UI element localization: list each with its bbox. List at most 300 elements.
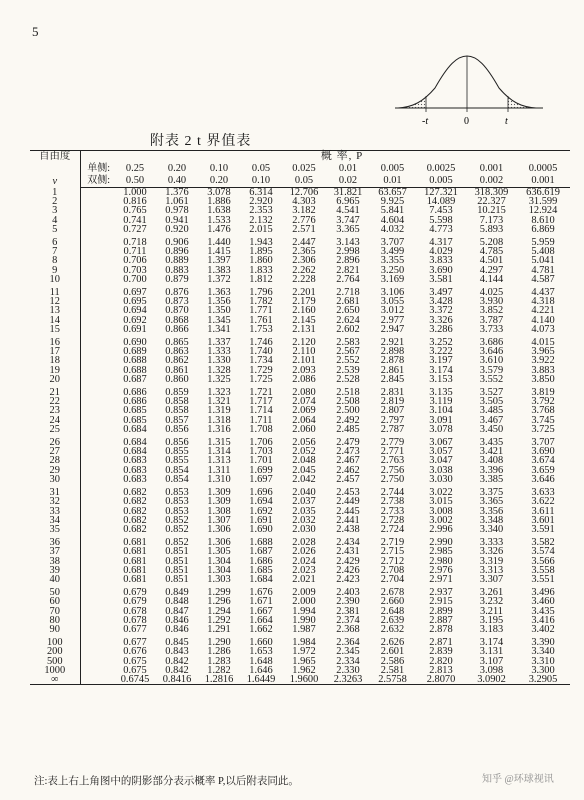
t-value-cell: 2.985 xyxy=(429,546,453,558)
t-value-cell: 2.771 xyxy=(380,446,405,458)
t-value-cell: 2.473 xyxy=(336,446,360,458)
t-value-cell: 0.849 xyxy=(165,587,189,599)
t-value-cell: 2.744 xyxy=(380,487,405,499)
t-value-cell: 3.499 xyxy=(380,246,405,258)
t-value-cell: 0.676 xyxy=(123,646,147,658)
t-value-cell: 2.056 xyxy=(292,437,316,449)
table-row xyxy=(30,525,570,534)
t-value-cell: 3.375 xyxy=(479,487,504,499)
table-row xyxy=(30,675,570,685)
t-value-cell: 2.120 xyxy=(292,337,316,349)
t-value-cell: 4.015 xyxy=(531,337,555,349)
t-value-cell: 0.856 xyxy=(165,423,189,435)
t-value-cell: 2.101 xyxy=(292,355,316,367)
t-value-cell: 1.415 xyxy=(207,246,231,258)
t-value-cell: 3.467 xyxy=(479,414,504,426)
t-value-cell: 1.667 xyxy=(249,605,273,617)
t-value-cell: 0.6745 xyxy=(114,675,156,685)
t-value-cell: 3.421 xyxy=(479,446,504,458)
t-value-cell: 0.700 xyxy=(123,273,147,285)
t-value-cell: 1.356 xyxy=(207,296,231,308)
t-value-cell: 0.889 xyxy=(165,255,189,267)
t-value-cell: 3.174 xyxy=(479,637,504,649)
t-value-cell: 2.334 xyxy=(336,655,360,667)
df-value: 40 xyxy=(30,575,80,584)
df-value: 17 xyxy=(30,347,80,356)
t-value-cell: 2.820 xyxy=(429,655,453,667)
t-value-cell: 2.441 xyxy=(336,514,360,526)
t-value-cell: 2.583 xyxy=(336,337,360,349)
t-value-cell: 2.807 xyxy=(380,405,405,417)
t-value-cell: 3.310 xyxy=(531,655,555,667)
df-value: 4 xyxy=(30,216,80,225)
t-value-cell: 3.527 xyxy=(479,387,504,399)
t-value-cell: 3.622 xyxy=(531,496,555,508)
t-value-cell: 1.746 xyxy=(249,337,273,349)
t-value-cell: 2.009 xyxy=(292,587,316,599)
t-value-cell: 2.500 xyxy=(336,405,360,417)
t-value-cell: 3.505 xyxy=(479,396,504,408)
df-value: 8 xyxy=(30,256,80,265)
t-value-cell: 2.368 xyxy=(336,623,360,635)
df-value: 21 xyxy=(30,384,80,397)
one-tail-p: 0.05 xyxy=(251,163,271,175)
t-value-cell: 0.883 xyxy=(165,264,189,276)
t-value-cell: 2.756 xyxy=(380,464,405,476)
t-value-cell: 2.035 xyxy=(292,505,316,517)
t-value-cell: 0.873 xyxy=(165,296,189,308)
t-value-cell: 636.619 xyxy=(526,187,560,198)
t-value-cell: 1.812 xyxy=(249,273,273,285)
t-value-cell: 0.855 xyxy=(165,455,189,467)
df-value: 18 xyxy=(30,356,80,365)
df-value: 1000 xyxy=(30,666,80,675)
t-value-cell: 2.438 xyxy=(336,523,360,535)
t-value-cell: 3.566 xyxy=(531,555,555,567)
t-value-cell: 3.038 xyxy=(429,464,453,476)
t-value-cell: 2.871 xyxy=(429,637,453,649)
t-value-cell: 3.195 xyxy=(479,614,504,626)
t-value-cell: 3.686 xyxy=(479,337,504,349)
t-value-cell: 0.679 xyxy=(123,596,147,608)
t-value-cell: 0.854 xyxy=(165,464,189,476)
t-value-cell: 1.685 xyxy=(249,564,273,576)
t-value-cell: 2.861 xyxy=(380,364,405,376)
t-value-cell: 4.029 xyxy=(429,246,453,258)
t-value-cell: 0.851 xyxy=(165,564,189,576)
t-value-cell: 1.753 xyxy=(249,323,273,335)
t-value-cell: 1.310 xyxy=(207,473,231,485)
t-value-cell: 3.015 xyxy=(429,496,453,508)
t-value-cell: 2.750 xyxy=(380,473,405,485)
df-value: 6 xyxy=(30,234,80,247)
t-value-cell: 4.781 xyxy=(531,264,555,276)
t-value-cell: 2.032 xyxy=(292,514,316,526)
t-value-cell: 0.848 xyxy=(165,596,189,608)
t-value-cell: 3.107 xyxy=(479,655,504,667)
t-value-cell: 3.385 xyxy=(479,473,504,485)
t-value-cell: 1.061 xyxy=(165,196,189,208)
t-value-cell: 1.319 xyxy=(207,405,231,417)
table-row xyxy=(30,275,570,284)
t-value-cell: 0.847 xyxy=(165,605,189,617)
t-value-cell: 2.508 xyxy=(336,396,360,408)
t-value-cell: 0.675 xyxy=(123,655,147,667)
t-value-cell: 2.990 xyxy=(429,537,453,549)
t-value-cell: 0.866 xyxy=(165,323,189,335)
t-value-cell: 2.024 xyxy=(292,555,316,567)
t-value-cell: 3.707 xyxy=(380,237,405,249)
t-value-cell: 3.250 xyxy=(380,264,405,276)
t-value-cell: 3.055 xyxy=(380,296,405,308)
table-row xyxy=(30,575,570,584)
t-critical-value-table xyxy=(30,150,570,685)
t-value-cell: 4.785 xyxy=(479,246,504,258)
df-value: 32 xyxy=(30,497,80,506)
t-value-cell: 2.021 xyxy=(292,573,316,585)
t-value-cell: 0.683 xyxy=(123,455,147,467)
df-value: 5 xyxy=(30,225,80,234)
t-value-cell: 0.682 xyxy=(123,514,147,526)
t-value-cell: 1.313 xyxy=(207,455,231,467)
t-value-cell: 1.706 xyxy=(249,437,273,449)
two-tail-p: 0.20 xyxy=(198,175,240,188)
df-value: 9 xyxy=(30,266,80,275)
t-value-cell: 0.682 xyxy=(123,523,147,535)
t-value-cell: 3.002 xyxy=(429,514,453,526)
t-value-cell: 1.717 xyxy=(249,396,273,408)
t-value-cell: 2.681 xyxy=(336,296,360,308)
t-value-cell: 0.681 xyxy=(123,573,147,585)
t-value-cell: 1.363 xyxy=(207,287,231,299)
t-value-cell: 3.008 xyxy=(429,505,453,517)
t-value-cell: 3.030 xyxy=(429,473,453,485)
t-value-cell: 2.976 xyxy=(429,564,453,576)
t-value-cell: 0.853 xyxy=(165,505,189,517)
t-value-cell: 0.690 xyxy=(123,337,147,349)
t-value-cell: 2.763 xyxy=(380,455,405,467)
t-value-cell: 2.228 xyxy=(292,273,316,285)
t-value-cell: 3.402 xyxy=(531,623,555,635)
t-value-cell: 1.740 xyxy=(249,346,273,358)
two-tail-label: 双侧: xyxy=(80,175,114,188)
df-value: 100 xyxy=(30,634,80,647)
t-value-cell: 318.309 xyxy=(474,187,509,198)
df-value: 500 xyxy=(30,657,80,666)
t-value-cell: 0.678 xyxy=(123,614,147,626)
t-value-cell: 1.309 xyxy=(207,487,231,499)
t-value-cell: 3.091 xyxy=(429,414,453,426)
t-value-cell: 3.428 xyxy=(429,296,453,308)
t-value-cell: 0.842 xyxy=(165,655,189,667)
t-value-cell: 3.348 xyxy=(479,514,504,526)
t-value-cell: 0.856 xyxy=(165,437,189,449)
t-value-cell: 2.678 xyxy=(380,587,405,599)
t-value-cell: 3.930 xyxy=(479,296,504,308)
t-value-cell: 9.925 xyxy=(380,196,405,208)
t-value-cell: 1.372 xyxy=(207,273,231,285)
t-value-cell: 1.333 xyxy=(207,346,231,358)
t-value-cell: 3.485 xyxy=(479,405,504,417)
t-value-cell: 1.690 xyxy=(249,523,273,535)
t-value-cell: 3.551 xyxy=(531,573,555,585)
t-value-cell: 2.449 xyxy=(336,496,360,508)
t-value-cell: 0.677 xyxy=(123,623,147,635)
t-value-cell: 0.853 xyxy=(165,496,189,508)
df-value: 34 xyxy=(30,516,80,525)
t-value-cell: 3.965 xyxy=(531,346,555,358)
t-value-cell: 4.025 xyxy=(479,287,504,299)
t-value-cell: 1.782 xyxy=(249,296,273,308)
t-value-cell: 3.307 xyxy=(479,573,504,585)
t-value-cell: 1.692 xyxy=(249,505,273,517)
table-row xyxy=(30,375,570,384)
t-value-cell: 2.715 xyxy=(380,546,405,558)
t-value-cell: 1.000 xyxy=(123,187,147,198)
t-value-cell: 1.315 xyxy=(207,437,231,449)
t-value-cell: 3.0902 xyxy=(467,675,516,685)
t-value-cell: 2.586 xyxy=(380,655,405,667)
t-value-cell: 2.485 xyxy=(336,423,360,435)
nu-header: ν xyxy=(30,175,80,188)
t-value-cell: 1.440 xyxy=(207,237,231,249)
t-value-cell: 0.816 xyxy=(123,196,147,208)
one-tail-p: 0.25 xyxy=(125,163,145,175)
t-value-cell: 1.860 xyxy=(249,255,273,267)
t-value-cell: 5.959 xyxy=(531,237,555,249)
t-value-cell: 1.309 xyxy=(207,496,231,508)
t-value-cell: 2.819 xyxy=(380,396,405,408)
t-value-cell: 4.317 xyxy=(429,237,453,249)
t-value-cell: 1.294 xyxy=(207,605,231,617)
t-value-cell: 1.308 xyxy=(207,505,231,517)
t-value-cell: 1.691 xyxy=(249,514,273,526)
t-value-cell: 1.725 xyxy=(249,373,273,385)
t-value-cell: 0.862 xyxy=(165,355,189,367)
t-value-cell: 2.813 xyxy=(429,664,453,676)
t-value-cell: 0.682 xyxy=(123,487,147,499)
df-value: 11 xyxy=(30,284,80,297)
t-value-cell: 2.390 xyxy=(336,596,360,608)
t-value-cell: 1.282 xyxy=(207,664,231,676)
t-value-cell: 0.860 xyxy=(165,373,189,385)
t-value-cell: 1.296 xyxy=(207,596,231,608)
t-value-cell: 6.965 xyxy=(336,196,360,208)
t-value-cell: 4.140 xyxy=(531,314,555,326)
t-value-cell: 0.858 xyxy=(165,405,189,417)
t-value-cell: 1.9600 xyxy=(282,675,326,685)
t-value-cell: 0.8416 xyxy=(156,675,198,685)
t-value-cell: 2.567 xyxy=(336,346,360,358)
df-value: 60 xyxy=(30,597,80,606)
t-value-cell: 1.990 xyxy=(292,614,316,626)
two-tail-p: 0.05 xyxy=(282,175,326,188)
t-value-cell: 2.797 xyxy=(380,414,405,426)
t-value-cell: 0.697 xyxy=(123,287,147,299)
t-value-cell: 0.687 xyxy=(123,373,147,385)
t-value-cell: 3.098 xyxy=(479,664,504,676)
t-value-cell: 3.558 xyxy=(531,564,555,576)
t-value-cell: 1.306 xyxy=(207,523,231,535)
t-value-cell: 4.587 xyxy=(531,273,555,285)
t-value-cell: 1.283 xyxy=(207,655,231,667)
t-value-cell: 5.841 xyxy=(380,205,405,217)
t-value-cell: 3.365 xyxy=(479,496,504,508)
df-value: 24 xyxy=(30,416,80,425)
t-value-cell: 2.262 xyxy=(292,264,316,276)
t-value-cell: 3.552 xyxy=(479,373,504,385)
t-value-cell: 3.333 xyxy=(479,537,504,549)
t-value-cell: 3.261 xyxy=(479,587,504,599)
t-value-cell: 0.765 xyxy=(123,205,147,217)
t-value-cell: 2.345 xyxy=(336,646,360,658)
one-tail-label: 单侧: xyxy=(87,163,110,175)
two-tail-p: 0.01 xyxy=(370,175,415,188)
t-value-cell: 3.022 xyxy=(429,487,453,499)
t-value-cell: 2.977 xyxy=(380,314,405,326)
t-value-cell: 3.733 xyxy=(479,323,504,335)
t-value-cell: 1.734 xyxy=(249,355,273,367)
t-value-cell: 0.876 xyxy=(165,287,189,299)
t-value-cell: 2.996 xyxy=(429,523,453,535)
t-value-cell: 31.599 xyxy=(528,196,558,208)
t-value-cell: 3.182 xyxy=(292,205,316,217)
one-tail-p: 0.10 xyxy=(209,163,229,175)
label-neg-t: -t xyxy=(422,116,429,127)
t-value-cell: 0.678 xyxy=(123,605,147,617)
t-value-cell: 1.323 xyxy=(207,387,231,399)
t-value-cell: 0.857 xyxy=(165,414,189,426)
t-value-cell: 1.701 xyxy=(249,455,273,467)
t-value-cell: 3.787 xyxy=(479,314,504,326)
t-value-cell: 2.704 xyxy=(380,573,405,585)
two-tail-p: 0.002 xyxy=(467,175,516,188)
t-value-cell: 2.403 xyxy=(336,587,360,599)
t-value-cell: 2.492 xyxy=(336,414,360,426)
t-value-cell: 2.648 xyxy=(380,605,405,617)
df-value: 22 xyxy=(30,397,80,406)
t-value-cell: 1.987 xyxy=(292,623,316,635)
t-value-cell: 1.316 xyxy=(207,423,231,435)
t-value-cell: 2.712 xyxy=(380,555,405,567)
table-row xyxy=(30,625,570,634)
t-value-cell: 3.131 xyxy=(479,646,504,658)
t-value-cell: 2.445 xyxy=(336,505,360,517)
t-value-cell: 1.325 xyxy=(207,373,231,385)
df-value: 28 xyxy=(30,456,80,465)
t-value-cell: 1.962 xyxy=(292,664,316,676)
t-value-cell: 63.657 xyxy=(378,187,407,198)
t-value-cell: 2.639 xyxy=(380,614,405,626)
t-value-cell: 5.208 xyxy=(479,237,504,249)
df-value: 38 xyxy=(30,557,80,566)
df-value: 16 xyxy=(30,334,80,347)
t-value-cell: 2.518 xyxy=(336,387,360,399)
t-value-cell: 7.453 xyxy=(429,205,453,217)
t-value-cell: 0.853 xyxy=(165,487,189,499)
t-value-cell: 4.501 xyxy=(479,255,504,267)
t-value-cell: 1.771 xyxy=(249,305,273,317)
t-value-cell: 1.2816 xyxy=(198,675,240,685)
two-tail-p: 0.10 xyxy=(240,175,282,188)
t-value-cell: 3.012 xyxy=(380,305,405,317)
t-value-cell: 0.685 xyxy=(123,405,147,417)
t-value-cell: 3.633 xyxy=(531,487,555,499)
t-value-cell: 2.776 xyxy=(292,214,316,226)
t-value-cell: 1.886 xyxy=(207,196,231,208)
t-value-cell: 1.290 xyxy=(207,637,231,649)
t-value-cell: 3.222 xyxy=(429,346,453,358)
t-value-cell: 1.972 xyxy=(292,646,316,658)
t-value-cell: 0.741 xyxy=(123,214,147,226)
two-tail-p: 0.02 xyxy=(326,175,370,188)
t-value-cell: 2.052 xyxy=(292,446,316,458)
t-value-cell: 2.045 xyxy=(292,464,316,476)
t-value-cell: 0.684 xyxy=(123,423,147,435)
t-value-cell: 2.201 xyxy=(292,287,316,299)
t-value-cell: 5.408 xyxy=(531,246,555,258)
t-value-cell: 2.733 xyxy=(380,505,405,517)
label-t: t xyxy=(505,116,508,127)
t-value-cell: 3.497 xyxy=(429,287,453,299)
t-value-cell: 5.598 xyxy=(429,214,453,226)
t-value-cell: 2.831 xyxy=(380,387,405,399)
one-tail-p: 0.0025 xyxy=(426,163,456,175)
df-value: 12 xyxy=(30,297,80,306)
t-value-cell: 4.541 xyxy=(336,205,360,217)
t-value-cell: 0.691 xyxy=(123,323,147,335)
one-tail-p: 0.0005 xyxy=(528,163,558,175)
t-value-cell: 0.684 xyxy=(123,446,147,458)
df-value: 14 xyxy=(30,316,80,325)
t-value-cell: 1.699 xyxy=(249,464,273,476)
t-value-cell: 1.350 xyxy=(207,305,231,317)
t-value-cell: 2.023 xyxy=(292,564,316,576)
t-value-cell: 2.947 xyxy=(380,323,405,335)
t-value-cell: 3.792 xyxy=(531,396,555,408)
t-value-cell: 1.286 xyxy=(207,646,231,658)
t-value-cell: 3.183 xyxy=(479,623,504,635)
t-value-cell: 3.460 xyxy=(531,596,555,608)
t-value-cell: 2.145 xyxy=(292,314,316,326)
t-value-cell: 2.5758 xyxy=(370,675,415,685)
t-value-cell: 2.528 xyxy=(336,373,360,385)
t-value-cell: 0.679 xyxy=(123,587,147,599)
t-value-cell: 7.173 xyxy=(479,214,504,226)
t-value-cell: 2.899 xyxy=(429,605,453,617)
t-value-cell: 2.624 xyxy=(336,314,360,326)
t-value-cell: 0.852 xyxy=(165,514,189,526)
t-value-cell: 3.416 xyxy=(531,614,555,626)
t-value-cell: 0.852 xyxy=(165,523,189,535)
t-value-cell: 3.819 xyxy=(531,387,555,399)
df-value: 33 xyxy=(30,507,80,516)
t-value-cell: 2.457 xyxy=(336,473,360,485)
watermark: 知乎 @环球视讯 xyxy=(482,774,554,785)
t-value-cell: 0.896 xyxy=(165,246,189,258)
two-tail-p: 0.005 xyxy=(415,175,467,188)
t-value-cell: 3.833 xyxy=(429,255,453,267)
t-value-cell: 3.646 xyxy=(531,473,555,485)
df-value: 70 xyxy=(30,607,80,616)
t-value-cell: 0.868 xyxy=(165,314,189,326)
t-value-cell: 3.057 xyxy=(429,446,453,458)
t-value-cell: 0.842 xyxy=(165,664,189,676)
t-value-cell: 1.676 xyxy=(249,587,273,599)
t-value-cell: 3.326 xyxy=(479,546,504,558)
table-row xyxy=(30,475,570,484)
t-value-cell: 0.688 xyxy=(123,364,147,376)
